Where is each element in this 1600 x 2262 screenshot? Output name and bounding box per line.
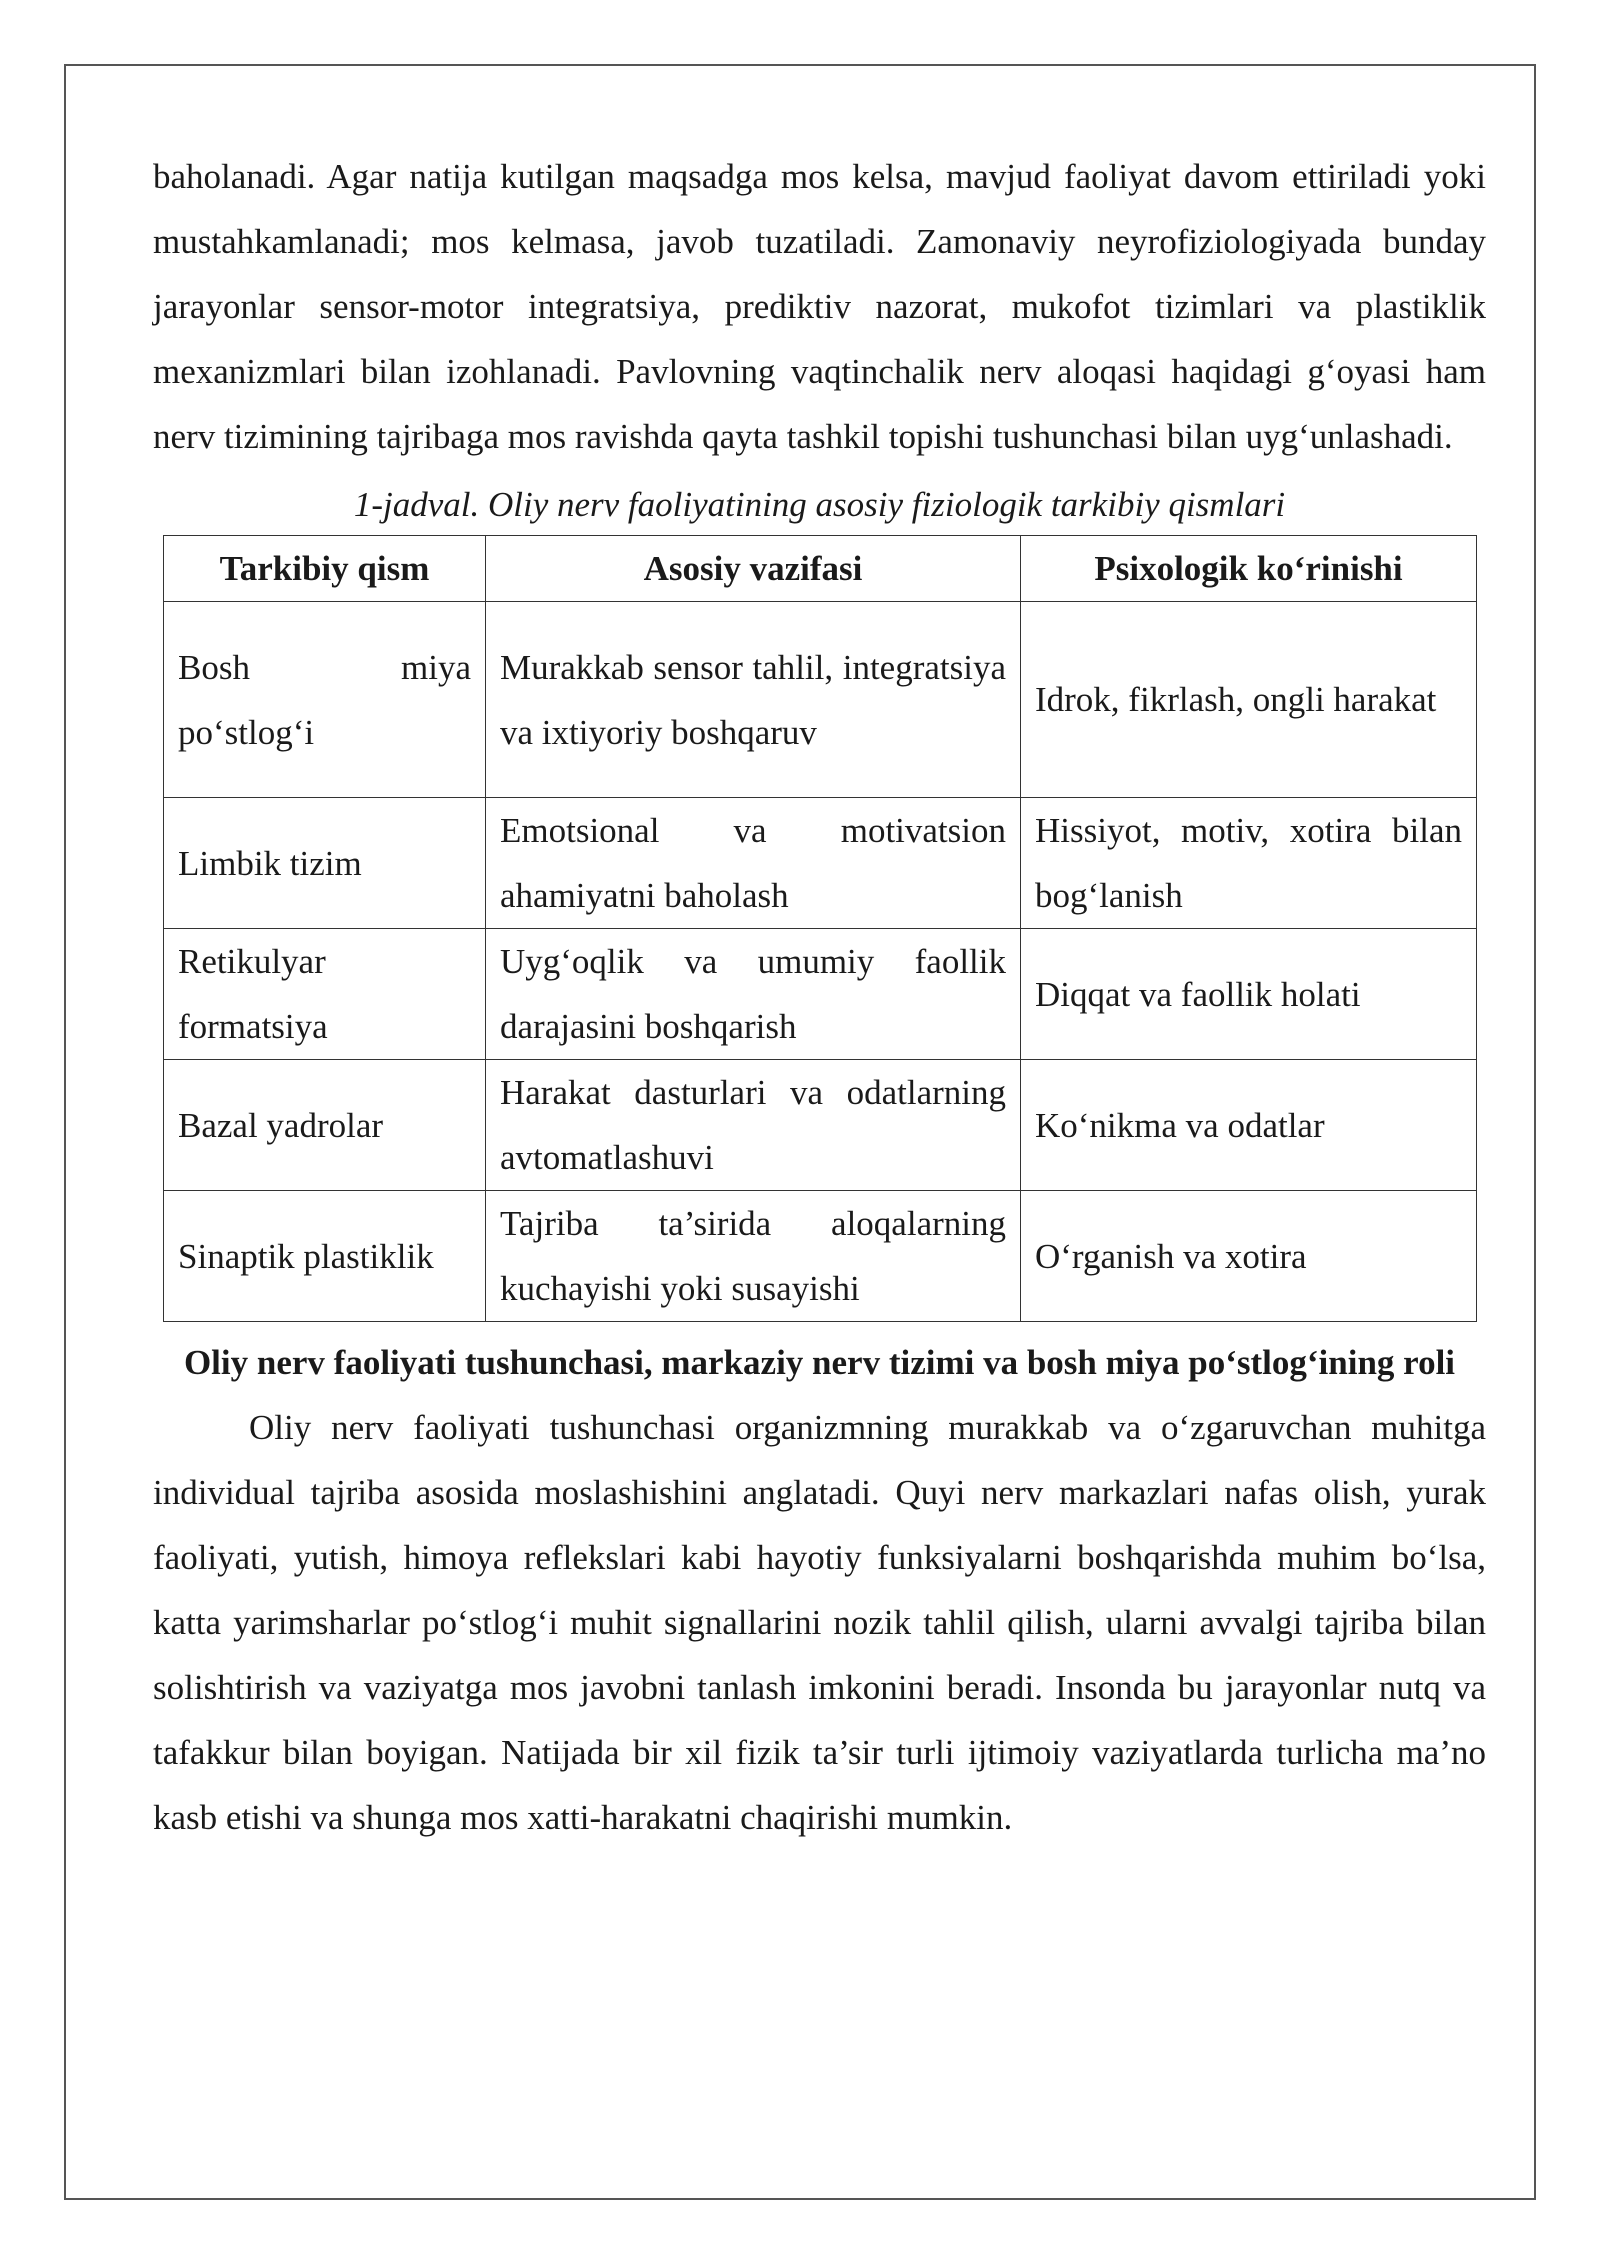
components-table [163, 535, 1477, 1322]
cell-manifestation: Hissiyot, motiv, xotira bilan bog‘lanish [1021, 798, 1477, 929]
cell-function: Tajriba ta’sirida aloqalarning kuchayishi yoki susayishi [486, 1191, 1021, 1322]
cell-manifestation: Idrok, fikrlash, ongli harakat [1021, 602, 1477, 798]
table-row [164, 1191, 1477, 1322]
paragraph-intro: baholanadi. Agar natija kutilgan maqsadga mos kelsa, mavjud faoliyat davom ettiriladi yoki mustahkamlanadi; mos kelmasa, javob tuzatiladi. Zamonaviy neyrofiziologiyada bunday jarayonlar sensor-motor integratsiya, prediktiv nazorat, mukofot tizimlari va plastiklik mexanizmlari bilan izohlanadi. Pavlovning vaqtinchalik nerv aloqasi haqidagi g‘oyasi ham nerv tizimining tajribaga mos ravishda qayta tashkil topishi tushunchasi bilan uyg‘unlashadi. [153, 157, 1486, 456]
cell-component: Retikulyar formatsiya [164, 929, 486, 1060]
table-caption: 1-jadval. Oliy nerv faoliyatining asosiy fiziologik tarkibiy qismlari [353, 485, 1286, 524]
header-function: Asosiy vazifasi [486, 536, 1021, 602]
document-body [153, 144, 1486, 1850]
cell-manifestation: O‘rganish va xotira [1021, 1191, 1477, 1322]
table-row [164, 929, 1477, 1060]
table-row [164, 602, 1477, 798]
paragraph-main: Oliy nerv faoliyati tushunchasi organizmning murakkab va o‘zgaruvchan muhitga individual tajriba asosida moslashishini anglatadi. Quyi nerv markazlari nafas olish, yurak faoliyati, yutish, himoya reflekslari kabi hayotiy funksiyalarni boshqarishda muhim bo‘lsa, katta yarimsharlar po‘stlog‘i muhit signallarini nozik tahlil qilish, ularni avvalgi tajriba bilan solishtirish va vaziyatga mos javobni tanlash imkonini beradi. Insonda bu jarayonlar nutq va tafakkur bilan boyigan. Natijada bir xil fizik ta’sir turli ijtimoiy vaziyatlarda turlicha ma’no kasb etishi va shunga mos xatti-harakatni chaqirishi mumkin. [153, 1408, 1486, 1837]
header-manifestation: Psixologik ko‘rinishi [1021, 536, 1477, 602]
header-component: Tarkibiy qism [164, 536, 486, 602]
cell-component: Limbik tizim [164, 798, 486, 929]
cell-component: Bazal yadrolar [164, 1060, 486, 1191]
cell-function: Murakkab sensor tahlil, integratsiya va ixtiyoriy boshqaruv [486, 602, 1021, 798]
cell-function: Harakat dasturlari va odatlarning avtomatlashuvi [486, 1060, 1021, 1191]
cell-manifestation: Diqqat va faollik holati [1021, 929, 1477, 1060]
cell-manifestation: Ko‘nikma va odatlar [1021, 1060, 1477, 1191]
cell-function: Emotsional va motivatsion ahamiyatni baholash [486, 798, 1021, 929]
cell-component: Bosh miya po‘stlog‘i [164, 602, 486, 798]
table-header-row [164, 536, 1477, 602]
section-heading: Oliy nerv faoliyati tushunchasi, markaziy nerv tizimi va bosh miya po‘stlog‘ining roli [183, 1343, 1456, 1382]
cell-component: Sinaptik plastiklik [164, 1191, 486, 1322]
table-row [164, 798, 1477, 929]
table-row [164, 1060, 1477, 1191]
cell-function: Uyg‘oqlik va umumiy faollik darajasini boshqarish [486, 929, 1021, 1060]
